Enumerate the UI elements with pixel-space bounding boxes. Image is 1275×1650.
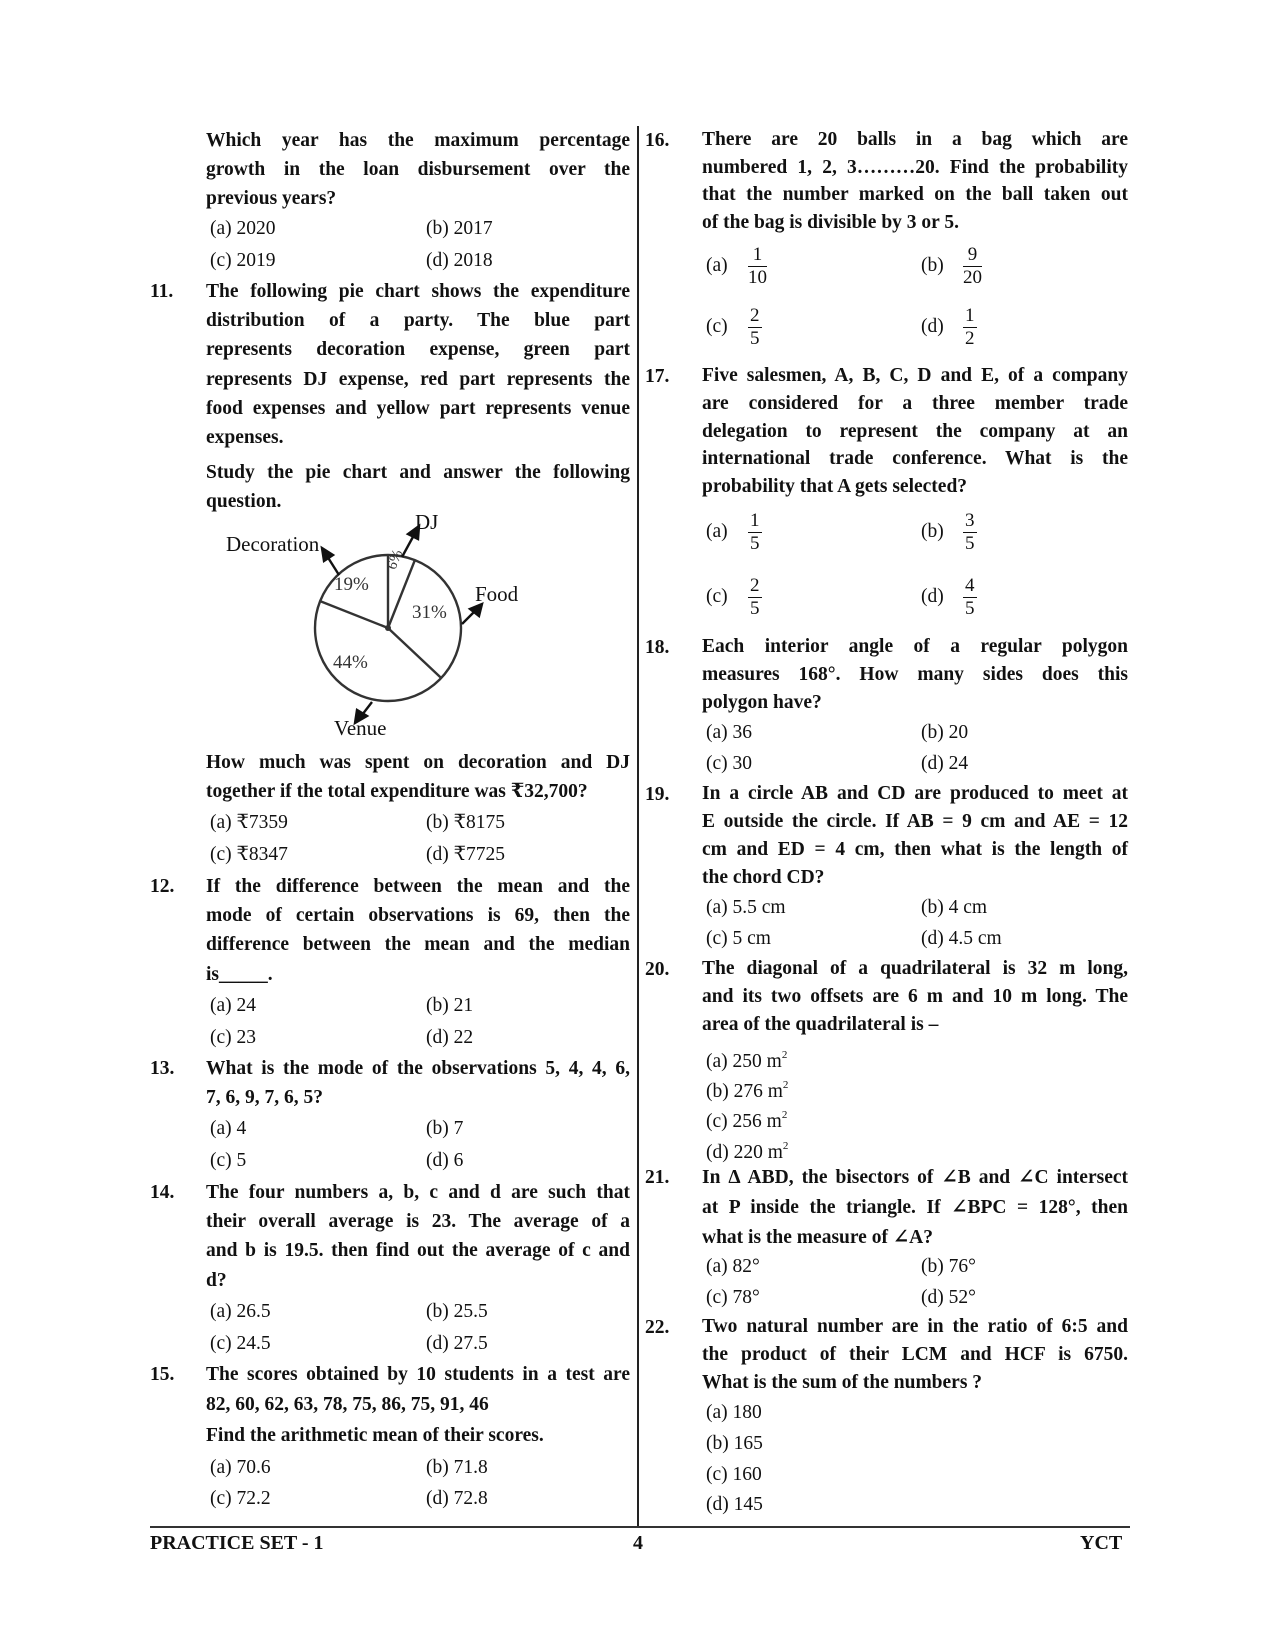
q18-text: [702, 633, 1128, 717]
q14-option-b[interactable]: (b) 25.5: [426, 1301, 488, 1322]
q21-line: at P inside the triangle. If ∠BPC = 128°, then: [702, 1197, 1128, 1218]
q18-line: measures 168°. How many sides does this: [702, 664, 1128, 685]
q12-option-d[interactable]: (d) 22: [426, 1027, 474, 1048]
q13-number: 13.: [150, 1058, 175, 1079]
q17-option-a[interactable]: [706, 510, 762, 555]
footer-page-number: 4: [633, 1532, 643, 1554]
fraction: $\frac{1}{2}$: [965, 305, 975, 349]
footer-rule: [150, 1526, 1130, 1528]
fraction: $\frac{1}{5}$: [750, 510, 760, 554]
q17-line: probability that A gets selected?: [702, 476, 968, 498]
q17-option-b-label: (b): [921, 520, 944, 542]
q15-option-c[interactable]: (c) 72.2: [210, 1488, 271, 1509]
pie-label-decoration: Decoration: [226, 532, 320, 556]
q21-number: 21.: [645, 1167, 670, 1188]
fraction: $\frac{2}{5}$: [750, 305, 760, 349]
q16-number: 16.: [645, 130, 670, 151]
q14-option-c[interactable]: (c) 24.5: [210, 1333, 271, 1354]
q19-option-b[interactable]: (b) 4 cm: [921, 897, 988, 918]
q17-line: are considered for a three member trade: [702, 392, 1128, 414]
fraction: $\frac{2}{5}$: [750, 575, 760, 619]
q22-option-b[interactable]: (b) 165: [706, 1433, 763, 1454]
q21-option-a[interactable]: (a) 82°: [706, 1256, 760, 1277]
q13-line: 7, 6, 9, 7, 6, 5?: [206, 1087, 323, 1109]
q10-option-c[interactable]: (c) 2019: [210, 250, 276, 271]
q22-line: What is the sum of the numbers ?: [702, 1372, 983, 1393]
fraction: $\frac{1}{10}$: [748, 244, 767, 288]
q19-option-a[interactable]: (a) 5.5 cm: [706, 897, 786, 918]
q10-line: Which year has the maximum percentage: [206, 130, 630, 151]
q17-line: international trade conference. What is the: [702, 448, 1128, 470]
q18-line: polygon have?: [702, 692, 822, 713]
fraction: $\frac{4}{5}$: [965, 575, 975, 619]
q14-line: their overall average is 23. The average of a: [206, 1211, 630, 1233]
fraction: $\frac{3}{5}$: [965, 510, 975, 554]
q17-option-b[interactable]: [921, 510, 977, 555]
q15-text: [206, 1360, 630, 1451]
q16-option-c[interactable]: [706, 305, 762, 350]
q10-text: [206, 126, 630, 214]
q17-option-c-label: (c): [706, 585, 728, 607]
pie-pct-dj: 6%: [384, 547, 407, 572]
q14-line: d?: [206, 1269, 227, 1291]
pie-pct-venue: 44%: [333, 652, 368, 673]
q20-line: and its two offsets are 6 m and 10 m long. The: [702, 986, 1128, 1007]
q15-line: 82, 60, 62, 63, 78, 75, 86, 75, 91, 46: [206, 1394, 489, 1416]
q11-instruction-line: Study the pie chart and answer the following: [206, 462, 630, 483]
q21-option-c[interactable]: (c) 78°: [706, 1287, 760, 1308]
q11-line: distribution of a party. The blue part: [206, 310, 630, 332]
footer-left: PRACTICE SET - 1: [150, 1532, 324, 1554]
q11-question: [206, 748, 630, 806]
q12-line: is_____.: [206, 963, 273, 985]
q22-option-d[interactable]: (d) 145: [706, 1494, 763, 1515]
q20-option-b[interactable]: (b) 276 $m^2$: [706, 1079, 789, 1102]
q14-option-d[interactable]: (d) 27.5: [426, 1333, 488, 1354]
q17-option-d[interactable]: [921, 575, 977, 620]
q11-option-c[interactable]: (c) ₹8347: [210, 844, 288, 865]
q11-line: The following pie chart shows the expenditure: [206, 281, 630, 302]
q15-number: 15.: [150, 1364, 175, 1385]
q19-option-c[interactable]: (c) 5 cm: [706, 928, 771, 949]
q10-line: previous years?: [206, 188, 337, 210]
q20-option-c[interactable]: (c) 256 $m^2$: [706, 1109, 788, 1132]
q15-option-b[interactable]: (b) 71.8: [426, 1457, 488, 1478]
pie-label-food: Food: [475, 582, 519, 606]
q11-text: [206, 277, 630, 452]
q21-text: [702, 1163, 1128, 1253]
q18-option-b[interactable]: (b) 20: [921, 722, 969, 743]
q19-line: cm and ED = 4 cm, then what is the length of: [702, 839, 1128, 860]
q11-instruction-line: question.: [206, 491, 282, 513]
q18-line: Each interior angle of a regular polygon: [702, 636, 1128, 657]
q18-option-a[interactable]: (a) 36: [706, 722, 753, 743]
q21-option-b[interactable]: (b) 76°: [921, 1256, 976, 1277]
q13-option-b[interactable]: (b) 7: [426, 1118, 464, 1139]
pie-label-dj: DJ: [415, 510, 439, 534]
q13-option-a[interactable]: (a) 4: [210, 1118, 247, 1139]
q15-line: Find the arithmetic mean of their scores.: [206, 1425, 544, 1447]
q16-line: that the number marked on the ball taken out: [702, 184, 1128, 206]
q16-line: numbered 1, 2, 3………20. Find the probability: [702, 156, 1128, 178]
q19-number: 19.: [645, 784, 670, 805]
q18-option-d[interactable]: (d) 24: [921, 753, 969, 774]
q14-option-a[interactable]: (a) 26.5: [210, 1301, 271, 1322]
q16-option-b-label: (b): [921, 254, 944, 276]
q11-question-line: together if the total expenditure was ₹32,700?: [206, 781, 588, 803]
q16-line: of the bag is divisible by 3 or 5.: [702, 211, 959, 233]
q20-number: 20.: [645, 959, 670, 980]
q21-option-d[interactable]: (d) 52°: [921, 1287, 976, 1308]
q16-text: [702, 126, 1128, 236]
q11-option-b[interactable]: (b) ₹8175: [426, 812, 506, 833]
q11-option-a[interactable]: (a) ₹7359: [210, 812, 288, 833]
q13-line: What is the mode of the observations 5, 4, 4, 6,: [206, 1058, 630, 1079]
q18-option-c[interactable]: (c) 30: [706, 753, 753, 774]
q20-line: The diagonal of a quadrilateral is 32 m long,: [702, 958, 1128, 979]
q17-option-d-label: (d): [921, 585, 944, 607]
q11-instruction: [206, 458, 630, 516]
q11-question-line: How much was spent on decoration and DJ: [206, 752, 630, 773]
q12-line: mode of certain observations is 69, then the: [206, 905, 630, 927]
q21-line: In Δ ABD, the bisectors of ∠B and ∠C intersect: [702, 1167, 1128, 1188]
q13-text: [206, 1054, 630, 1112]
q14-line: and b is 19.5. then find out the average of c and: [206, 1240, 630, 1262]
q19-line: In a circle AB and CD are produced to meet at: [702, 783, 1128, 804]
q11-line: represents DJ expense, red part represents the: [206, 368, 630, 390]
q16-line: There are 20 balls in a bag which are: [702, 129, 1128, 150]
q22-number: 22.: [645, 1317, 670, 1338]
q22-option-a[interactable]: (a) 180: [706, 1402, 762, 1423]
q10-option-d[interactable]: (d) 2018: [426, 250, 493, 271]
q13-option-d[interactable]: (d) 6: [426, 1150, 464, 1171]
q17-line: delegation to represent the company at an: [702, 420, 1128, 442]
q12-number: 12.: [150, 876, 175, 897]
q19-line: the chord CD?: [702, 867, 825, 888]
q22-line: Two natural number are in the ratio of 6:5 and: [702, 1316, 1128, 1337]
q20-option-a[interactable]: (a) 250 $m^2$: [706, 1049, 788, 1072]
pie-pct-decoration: 19%: [334, 574, 369, 595]
q11-line: represents decoration expense, green part: [206, 339, 630, 361]
q16-option-d-label: (d): [921, 315, 944, 337]
q15-option-a[interactable]: (a) 70.6: [210, 1457, 271, 1478]
q19-line: E outside the circle. If AB = 9 cm and AE = 12: [702, 811, 1128, 832]
expenditure-pie-chart: [222, 510, 552, 750]
q11-line: expenses.: [206, 426, 284, 448]
q14-number: 14.: [150, 1182, 175, 1203]
q12-line: difference between the mean and the median: [206, 934, 630, 956]
q16-option-a-label: (a): [706, 254, 728, 276]
q20-text: [702, 955, 1128, 1039]
q11-line: food expenses and yellow part represents venue: [206, 397, 630, 419]
q12-text: [206, 872, 630, 989]
q17-option-a-label: (a): [706, 520, 728, 542]
footer-right: YCT: [1080, 1532, 1123, 1554]
q15-option-d[interactable]: (d) 72.8: [426, 1488, 488, 1509]
q22-option-c[interactable]: (c) 160: [706, 1464, 762, 1485]
q20-option-d[interactable]: (d) 220 $m^2$: [706, 1140, 789, 1163]
q17-text: [702, 362, 1128, 501]
q17-line: Five salesmen, A, B, C, D and E, of a company: [702, 365, 1128, 386]
q18-number: 18.: [645, 637, 670, 658]
q21-line: what is the measure of ∠A?: [702, 1227, 934, 1248]
q22-text: [702, 1313, 1128, 1397]
q16-option-a[interactable]: [706, 244, 767, 289]
column-divider: [637, 126, 639, 1526]
q12-option-a[interactable]: (a) 24: [210, 995, 257, 1016]
q17-option-c[interactable]: [706, 575, 762, 620]
q20-line: area of the quadrilateral is –: [702, 1014, 939, 1035]
q19-option-d[interactable]: (d) 4.5 cm: [921, 928, 1002, 949]
pie-pct-food: 31%: [412, 602, 447, 623]
pie-label-venue: Venue: [334, 716, 387, 740]
q12-line: If the difference between the mean and the: [206, 876, 630, 897]
fraction: $\frac{9}{20}$: [963, 244, 982, 288]
q16-option-d[interactable]: [921, 305, 977, 350]
q19-text: [702, 780, 1128, 892]
q14-text: [206, 1178, 630, 1295]
q12-option-b[interactable]: (b) 21: [426, 995, 474, 1016]
q11-option-d[interactable]: (d) ₹7725: [426, 844, 506, 865]
q13-option-c[interactable]: (c) 5: [210, 1150, 247, 1171]
q10-line: growth in the loan disbursement over the: [206, 159, 630, 181]
q14-line: The four numbers a, b, c and d are such that: [206, 1182, 630, 1203]
q17-number: 17.: [645, 366, 670, 387]
q15-line: The scores obtained by 10 students in a test are: [206, 1364, 630, 1385]
q16-option-c-label: (c): [706, 315, 728, 337]
q11-number: 11.: [150, 281, 174, 302]
q22-line: the product of their LCM and HCF is 6750.: [702, 1344, 1128, 1365]
q10-option-b[interactable]: (b) 2017: [426, 218, 493, 239]
q16-option-b[interactable]: [921, 244, 982, 289]
q10-option-a[interactable]: (a) 2020: [210, 218, 276, 239]
q12-option-c[interactable]: (c) 23: [210, 1027, 257, 1048]
